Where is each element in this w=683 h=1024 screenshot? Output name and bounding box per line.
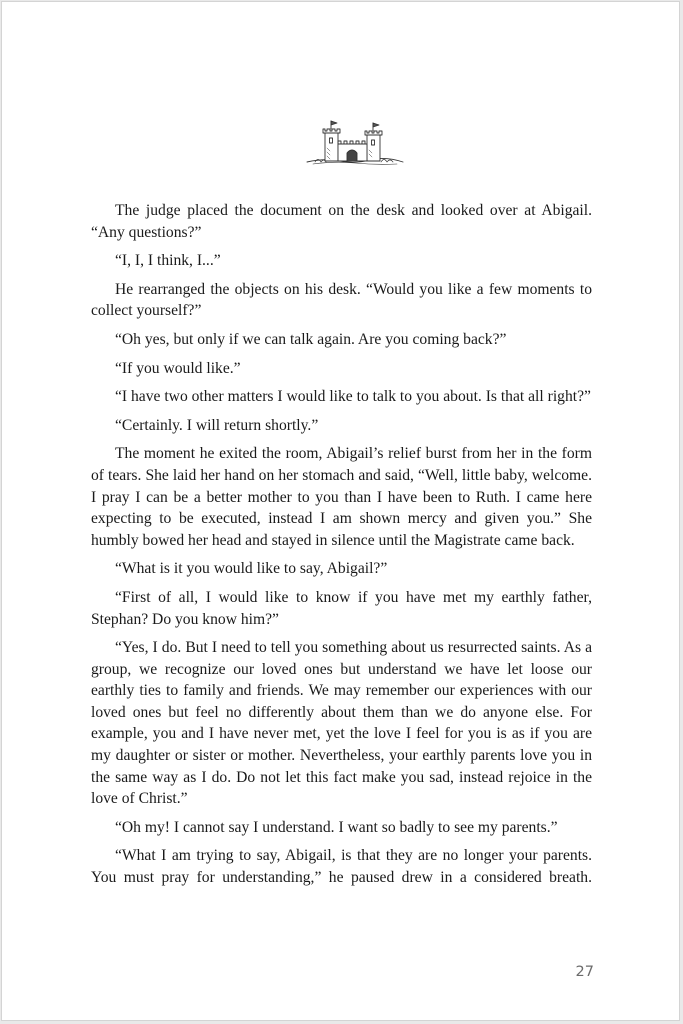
page-number: 27 xyxy=(575,964,594,980)
paragraph: “I, I, I think, I...” xyxy=(115,252,221,270)
paragraph: He rearranged the objects on his desk. “Would you like a few moments to collect yourself?” xyxy=(91,280,592,320)
paragraph: “First of all, I would like to know if you have met my earthly father, Stephan? Do you know him?” xyxy=(91,588,592,628)
body-text xyxy=(91,200,592,896)
paragraph: “Oh yes, but only if we can talk again. Are you coming back?” xyxy=(115,330,507,348)
paragraph: “What is it you would like to say, Abigail?” xyxy=(115,560,388,578)
castle-icon xyxy=(305,118,405,168)
paragraph: “If you would like.” xyxy=(115,359,241,377)
paragraph: “I have two other matters I would like to talk to you about. Is that all right?” xyxy=(115,388,591,406)
paragraph: “Certainly. I will return shortly.” xyxy=(115,416,319,434)
paragraph: The judge placed the document on the desk and looked over at Abigail. “Any questions?” xyxy=(91,202,592,241)
paragraph: “What I am trying to say, Abigail, is that they are no longer your parents. You must pray for understanding,” he paused drew in a considered breath. xyxy=(91,847,592,887)
paragraph: The moment he exited the room, Abigail’s relief burst from her in the form of tears. She laid her hand on her stomach and said, “Well, little baby, welcome. I pray I can be a better mother to you than I have been to Ruth. I came here expecting to be executed, instead I am shown mercy and given you.” She humbly bowed her head and stayed in silence until the Magistrate came back. xyxy=(91,445,592,549)
paragraph: “Yes, I do. But I need to tell you something about us resurrected saints. As a group, we recognize our loved ones but understand we have let loose our earthly ties to family and friends. We may remember our experiences with our loved ones but feel no differently about them than we do anyone else. For example, you and I have never met, yet the love I feel for you is as if you are my daughter or sister or mother. Nevertheless, your earthly parents love you in the same way as I do. Do not let this fact make you sad, instead rejoice in the love of Christ.” xyxy=(91,639,592,808)
book-page xyxy=(1,1,680,1021)
paragraph: “Oh my! I cannot say I understand. I want so badly to see my parents.” xyxy=(115,818,558,836)
